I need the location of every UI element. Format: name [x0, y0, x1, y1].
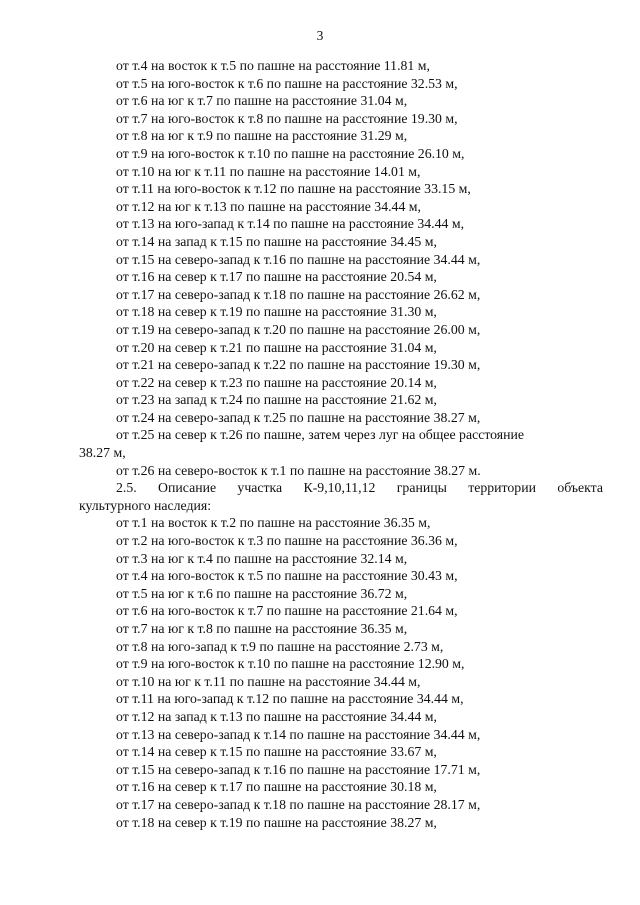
text-line: от т.12 на юг к т.13 по пашне на расстояние 34.44 м, [116, 198, 421, 214]
text-line: от т.14 на север к т.15 по пашне на расстояние 33.67 м, [116, 744, 437, 760]
text-line: от т.10 на юг к т.11 по пашне на расстояние 34.44 м, [116, 673, 421, 689]
text-line: от т.17 на северо-запад к т.18 по пашне на расстояние 26.62 м, [116, 286, 481, 302]
text-line: от т.8 на юг к т.9 по пашне на расстояние 31.29 м, [116, 128, 408, 144]
text-line: от т.22 на север к т.23 по пашне на расстояние 20.14 м, [116, 374, 437, 390]
text-line: от т.11 на юго-запад к т.12 по пашне на расстояние 34.44 м, [116, 691, 464, 707]
text-line: от т.16 на север к т.17 по пашне на расстояние 20.54 м, [116, 269, 437, 285]
text-line: от т.6 на юго-восток к т.7 по пашне на расстояние 21.64 м, [116, 603, 458, 619]
text-line: от т.18 на север к т.19 по пашне на расстояние 31.30 м, [116, 304, 437, 320]
section-heading-continuation: культурного наследия: [79, 497, 212, 513]
text-line: от т.13 на юго-запад к т.14 по пашне на расстояние 34.44 м, [116, 216, 465, 232]
text-body [79, 57, 603, 831]
text-line: от т.10 на юг к т.11 по пашне на расстояние 14.01 м, [116, 163, 421, 179]
text-line: от т.12 на запад к т.13 по пашне на расстояние 34.44 м, [116, 708, 437, 724]
text-line: от т.18 на север к т.19 по пашне на расстояние 38.27 м, [116, 814, 437, 830]
text-line: от т.3 на юг к т.4 по пашне на расстояние 32.14 м, [116, 550, 408, 566]
text-line: от т.16 на север к т.17 по пашне на расстояние 30.18 м, [116, 779, 437, 795]
text-line: от т.21 на северо-запад к т.22 по пашне на расстояние 19.30 м, [116, 357, 481, 373]
text-line: от т.15 на северо-запад к т.16 по пашне на расстояние 34.44 м, [116, 251, 481, 267]
section-heading: 2.5. Описание участка К-9,10,11,12 границы территории объекта [116, 480, 603, 496]
text-line: от т.1 на восток к т.2 по пашне на расстояние 36.35 м, [116, 515, 431, 531]
text-line: от т.5 на юго-восток к т.6 по пашне на расстояние 32.53 м, [116, 75, 458, 91]
text-line: от т.7 на юг к т.8 по пашне на расстояние 36.35 м, [116, 621, 408, 636]
text-line: от т.23 на запад к т.24 по пашне на расстояние 21.62 м, [116, 392, 437, 408]
page-number: 3 [316, 28, 324, 43]
text-line: от т.17 на северо-запад к т.18 по пашне на расстояние 28.17 м, [116, 796, 481, 812]
text-line: от т.25 на север к т.26 по пашне, затем через луг на общее расстояние [116, 427, 525, 443]
text-line: от т.20 на север к т.21 по пашне на расстояние 31.04 м, [116, 339, 437, 355]
text-line: от т.26 на северо-восток к т.1 по пашне на расстояние 38.27 м. [116, 462, 481, 478]
text-line: от т.2 на юго-восток к т.3 по пашне на расстояние 36.36 м, [116, 533, 458, 549]
text-line: от т.8 на юго-запад к т.9 по пашне на расстояние 2.73 м, [116, 638, 444, 654]
text-line: от т.24 на северо-запад к т.25 по пашне на расстояние 38.27 м, [116, 409, 481, 425]
text-line: от т.5 на юг к т.6 по пашне на расстояние 36.72 м, [116, 585, 408, 601]
boundary-list-a [79, 57, 603, 426]
text-line: от т.4 на юго-восток к т.5 по пашне на расстояние 30.43 м, [116, 568, 458, 584]
text-line: от т.11 на юго-восток к т.12 по пашне на расстояние 33.15 м, [116, 181, 471, 197]
text-line: от т.13 на северо-запад к т.14 по пашне на расстояние 34.44 м, [116, 726, 481, 742]
text-line: от т.9 на юго-восток к т.10 по пашне на расстояние 26.10 м, [116, 145, 465, 161]
text-line: от т.4 на восток к т.5 по пашне на расстояние 11.81 м, [116, 58, 430, 73]
text-line: от т.6 на юг к т.7 по пашне на расстояние 31.04 м, [116, 93, 408, 109]
text-line: от т.9 на юго-восток к т.10 по пашне на расстояние 12.90 м, [116, 656, 465, 672]
text-line: 38.27 м, [79, 445, 126, 461]
text-line: от т.7 на юго-восток к т.8 по пашне на расстояние 19.30 м, [116, 110, 458, 126]
text-line: от т.14 на запад к т.15 по пашне на расстояние 34.45 м, [116, 233, 437, 249]
text-line: от т.15 на северо-запад к т.16 по пашне на расстояние 17.71 м, [116, 761, 481, 777]
boundary-list-b [79, 514, 603, 831]
text-line: от т.19 на северо-запад к т.20 по пашне на расстояние 26.00 м, [116, 321, 481, 337]
